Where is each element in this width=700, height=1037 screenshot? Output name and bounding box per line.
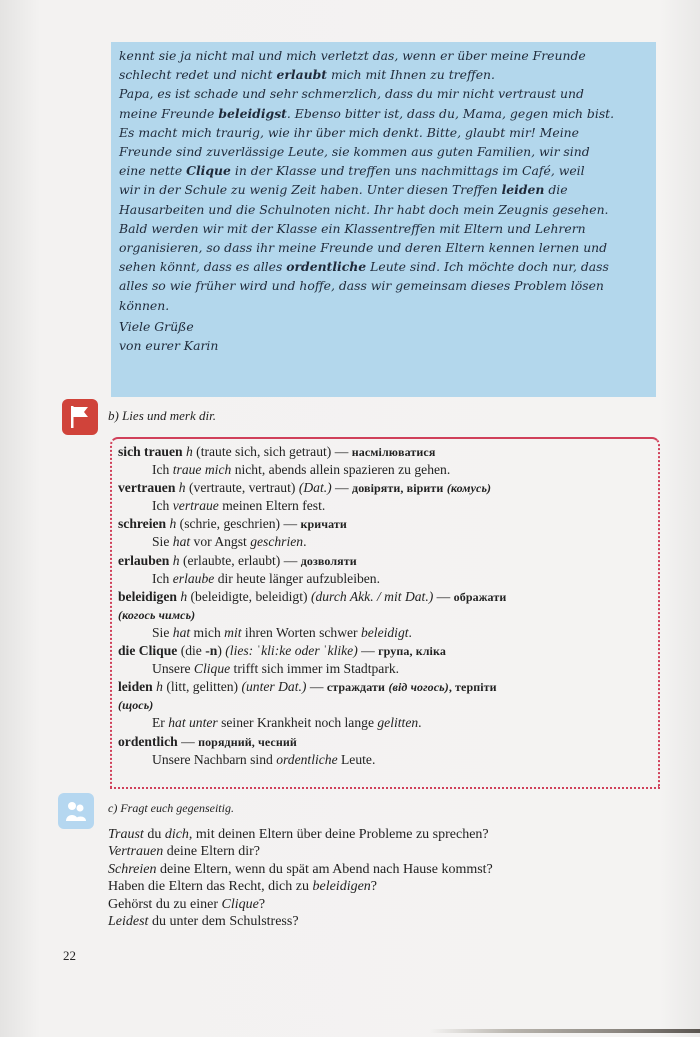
letter-box [111, 42, 656, 397]
vocab-example: Ich traue mich nicht, abends allein spazieren zu gehen. [152, 462, 451, 478]
letter-line: sehen könnt, dass es alles ordentliche Leute sind. Ich möchte doch nur, dass [119, 259, 609, 275]
letter-line: meine Freunde beleidigst. Ebenso bitter ist, dass du, Mama, gegen mich bist. [119, 105, 615, 121]
vocab-example: Unsere Clique trifft sich immer im Stadtpark. [152, 661, 400, 677]
vocab-entry: vertrauen h (vertraute, vertraut) (Dat.) — довіряти, вірити (комусь) [118, 480, 492, 496]
keyword: erlaubt [276, 67, 328, 83]
letter-line: Bald werden wir mit der Klasse ein Klassentreffen mit Eltern und Lehrern [119, 220, 586, 236]
keyword: ordentliche [286, 259, 367, 275]
vocab-example: Er hat unter seiner Krankheit noch lange gelitten. [152, 715, 422, 731]
task-c-instruction: c) Fragt euch gegenseitig. [108, 801, 234, 815]
vocab-example: Unsere Nachbarn sind ordentliche Leute. [152, 751, 376, 767]
talk-icon [58, 793, 94, 829]
letter-line: alles so wie früher wird und hoffe, dass wir gemeinsam dieses Problem lösen [119, 278, 604, 294]
vocab-entry: schreien h (schrie, geschrien) — кричати [118, 516, 347, 532]
vocab-entry: beleidigen h (beleidigte, beleidigt) (durch Akk. / mit Dat.) — ображати [118, 588, 507, 604]
question: Vertrauen deine Eltern dir? [108, 844, 261, 860]
letter-line: eine nette Clique in der Klasse und treffen uns nachmittags im Café, weil [119, 163, 585, 179]
letter-line: Hausarbeiten und die Schulnoten nicht. Ihr habt doch mein Zeugnis gesehen. [119, 201, 609, 217]
keyword: Clique [186, 163, 231, 179]
letter-signature: von eurer Karin [119, 338, 219, 354]
question: Gehörst du zu einer Clique? [108, 896, 266, 912]
vocab-entry: erlauben h (erlaubte, erlaubt) — дозволяти [118, 552, 357, 568]
vocab-example: Ich vertraue meinen Eltern fest. [152, 498, 326, 514]
vocab-entry: leiden h (litt, gelitten) (unter Dat.) — страждати (від чогось), терпіти [118, 679, 497, 695]
vocab-example: Ich erlaube dir heute länger aufzubleiben. [152, 570, 380, 586]
vocab-entry: die Clique (die -n) (lies: ˈkli:ke oder ˈklike) — група, кліка [118, 643, 446, 659]
vocab-entry: ordentlich — порядний, чесний [118, 733, 297, 749]
keyword: leiden [501, 182, 545, 198]
vocab-example: Sie hat vor Angst geschrien. [152, 534, 307, 550]
keyword: beleidigst [218, 105, 287, 121]
task-b-instruction: b) Lies und merk dir. [108, 408, 216, 423]
question: Traust du dich, mit deinen Eltern über deine Probleme zu sprechen? [108, 827, 489, 842]
letter-line: organisieren, so dass ihr meine Freunde und deren Eltern kennen lernen und [119, 240, 608, 256]
question: Haben die Eltern das Recht, dich zu beleidigen? [108, 879, 378, 895]
vocab-entry: sich trauen h (traute sich, sich getraut) — насмілюватися [118, 444, 436, 459]
vocabulary-box [110, 437, 660, 789]
letter-line: Es macht mich traurig, wie ihr über mich denkt. Bitte, glaubt mir! Meine [119, 124, 579, 140]
page-number: 22 [63, 948, 76, 963]
page-edge [430, 1029, 700, 1033]
letter-line: Freunde sind zuverlässige Leute, sie kommen aus guten Familien, wir sind [119, 144, 590, 160]
question: Schreien deine Eltern, wenn du spät am Abend nach Hause kommst? [108, 861, 493, 877]
flag-icon [62, 399, 98, 435]
letter-line: kennt sie ja nicht mal und mich verletzt das, wenn er über meine Freunde [119, 48, 586, 63]
question: Leidest du unter dem Schulstress? [108, 914, 299, 930]
letter-greeting: Viele Grüße [119, 318, 194, 334]
vocab-example: Sie hat mich mit ihren Worten schwer beleidigt. [152, 624, 412, 640]
letter-line: wir in der Schule zu wenig Zeit haben. Unter diesen Treffen leiden die [119, 182, 568, 198]
letter-line: schlecht redet und nicht erlaubt mich mit Ihnen zu treffen. [119, 67, 495, 83]
vocab-translation-cont: (щось) [118, 698, 154, 713]
letter-line: können. [119, 297, 170, 313]
vocab-translation-cont: (когось чимсь) [118, 607, 196, 622]
letter-line: Papa, es ist schade und sehr schmerzlich, dass du mir nicht vertraust und [119, 86, 584, 102]
question-list [108, 826, 668, 930]
